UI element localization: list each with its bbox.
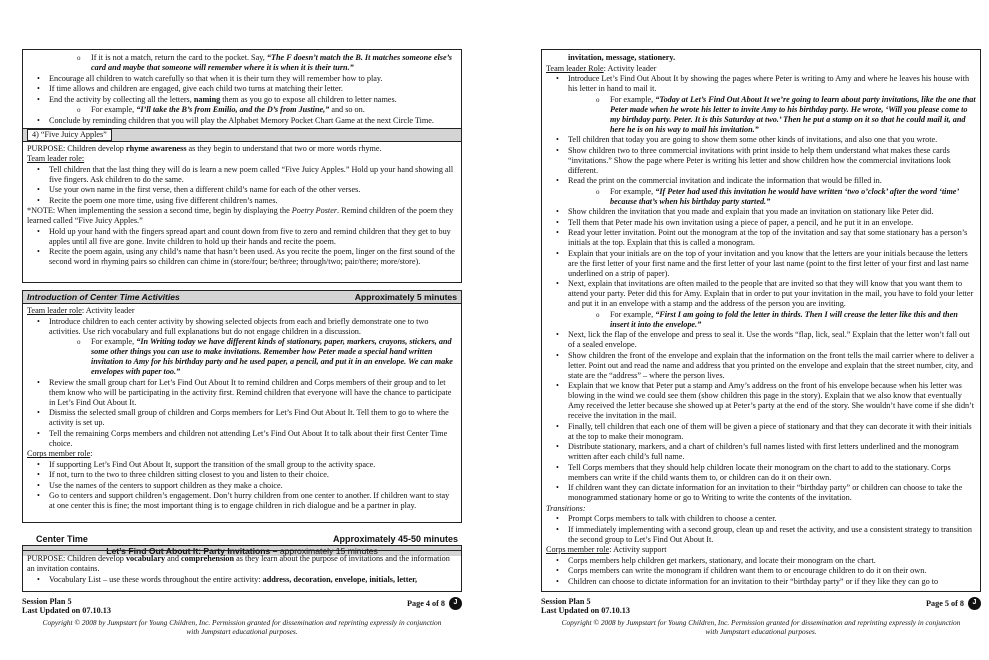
section-header	[23, 291, 461, 304]
list-item: • Finally, tell children that each one of them will be given a piece of stationary and that they can decorate it with their initials at the top to make their monogram.	[546, 422, 976, 442]
team-leader-role-label: Team leader role:	[27, 154, 85, 163]
list-item: • Vocabulary List – use these words throughout the entire activity: address, decoration, envelope, initials, letter,	[27, 575, 457, 585]
jumpstart-logo-icon: J	[449, 597, 462, 610]
list-item: • Encourage all children to watch carefully so that when it is their turn they will remember how to play.	[27, 74, 457, 84]
team-leader-role-label: Team leader Role: Activity leader	[546, 63, 657, 73]
lfo-section-start	[22, 550, 462, 592]
center-time-heading	[22, 534, 462, 545]
vocab-continued: invitation, message, stationery.	[568, 53, 676, 62]
corps-member-role-label: Corps member role: Activity support	[546, 545, 667, 554]
copyright-text: Copyright © 2008 by Jumpstart for Young Children, Inc. Permission granted for dissemination and reprinting expressly in conjunction with Jumpstart educational purposes.	[42, 617, 442, 636]
list-item: • Prompt Corps members to talk with children to choose a center.	[546, 514, 976, 524]
section-title: Introduction of Center Time Activities	[27, 292, 180, 302]
list-item: o For example, “I’ll take the B’s from Emilio, and the D’s from Justine,” and so on.	[27, 105, 457, 115]
list-item: o For example, “If Peter had used this invitation he would have written ‘two o’clock’ after the word ‘time’ because that’s when his birthday party started.”	[546, 187, 976, 207]
lfo-heading: Let’s Find Out About It: Party Invitations – approximately 15 minutes	[22, 545, 462, 556]
transitions-label: Transitions:	[546, 503, 586, 513]
list-item: • Introduce children to each center activity by showing selected objects from each and briefly demonstrate one to two activities. Use rich vocabulary and full explanations but do not engage children in a discussion.	[27, 317, 457, 337]
list-item: • Read the print on the commercial invitation and indicate the information that would be filled in.	[546, 176, 976, 186]
alphabet-memory-section	[22, 49, 462, 283]
lfo-section-continued	[541, 49, 981, 592]
list-item: • Recite the poem again, using any child’s name that hasn’t been used. As you recite the poem, linger on the first sound of the second word in rhyming pairs so children can chime in (store/four; be/three; through/two; pair/there; more/store).	[27, 247, 457, 267]
list-item: • Corps members can write the monogram if children want them to or encourage children to do it on their own.	[546, 566, 976, 576]
list-item: • Introduce Let’s Find Out About It by showing the pages where Peter is writing to Amy and where he leaves his house with his letter in hand to mail it.	[546, 74, 976, 94]
list-item: • If supporting Let’s Find Out About It, support the transition of the small group to the activity space.	[27, 460, 457, 470]
list-item: • Explain that your initials are on the top of your invitation and you know that the letters are your initials because the letters are the first letter of your first name and the first letter of your last name (point to the first letter of your first and last name underlined on a strip of paper).	[546, 249, 976, 279]
section-duration: Approximately 5 minutes	[354, 292, 457, 302]
list-item: • Next, lick the flap of the envelope and press to seal it. Use the words “flap, lick, seal.” Explain that the letter won’t fall out of a sealed envelope.	[546, 330, 976, 350]
list-item: • Hold up your hand with the fingers spread apart and count down from five to zero and remind children that they get to buy apples until all five are gone. Invite children to hold up their hands and recite the poem.	[27, 227, 457, 247]
jumpstart-logo-icon: J	[968, 597, 981, 610]
list-item: • Children can choose to dictate information for an invitation to their “birthday party” or if they like they can go to	[546, 577, 976, 587]
last-updated-label: Last Updated on 07.10.13	[541, 606, 630, 616]
list-item: • Tell the remaining Corps members and children not attending Let’s Find Out About It to talk about their first Center Time choice.	[27, 429, 457, 449]
list-item: o For example, “Today at Let’s Find Out About It we’re going to learn about party invitations, like the one that Peter made when he wrote his letter to invite Amy to his birthday party. He wrote, ‘Will you please come to my birthday party. Peter. It is this Saturday at two.’ Then he put a stamp on it so that he could mail it, and here he is on his way to mail his invitation.”	[546, 95, 976, 135]
list-item: • Show children the invitation that you made and explain that you made an invitation on stationary like Peter did.	[546, 207, 976, 217]
list-item: • Recite the poem one more time, using five different children’s names.	[27, 196, 457, 206]
page-5	[541, 0, 985, 660]
list-item: • Dismiss the selected small group of children and Corps members for Let’s Find Out About It. Tell them to go to where the activity is set up.	[27, 408, 457, 428]
section-label-five-juicy-apples: 4) “Five Juicy Apples”	[23, 128, 461, 142]
list-item: • Show children the front of the envelope and explain that the information on the front tells the mail carrier where to deliver a letter. Point out and read the name and address that you printed on the envelope and explain that the street number, city, and state are the “address” – where the person lives.	[546, 351, 976, 381]
intro-center-time-section	[22, 290, 462, 523]
page-footer	[541, 597, 981, 637]
note-text: *NOTE: When implementing the session a second time, begin by displaying the Poetry Poster. Remind children of the poem they learned called “Five Juicy Apples.”	[27, 206, 454, 225]
list-item: • If time allows and children are engaged, give each child two turns at matching their letter.	[27, 84, 457, 94]
list-item: • End the activity by collecting all the letters, naming them as you go to expose all children to letter names.	[27, 95, 457, 105]
list-item: o For example, “First I am going to fold the letter in thirds. Then I will crease the letter like this and then insert it into the envelope.”	[546, 310, 976, 330]
list-item: • Corps members help children get markers, stationary, and locate their monogram on the chart.	[546, 556, 976, 566]
list-item: • If children want they can dictate information for an invitation to their “birthday party” or children can choose to take the monogrammed stationary home or go to Writing to write the contents of the invitation.	[546, 483, 976, 503]
list-item: • Conclude by reminding children that you will play the Alphabet Memory Pocket Chart Game at the next Circle Time.	[27, 116, 457, 126]
list-item: • Explain that we know that Peter put a stamp and Amy’s address on the front of his envelope because when his letter was blowing in the wind we could see them (show children this page in the story). Explain that we also know that eventually Amy received the letter because she showed up at Peter’s party at the end of the story. She wouldn’t have come if she didn’t receive the invitation in the mail.	[546, 381, 976, 421]
center-time-duration: Approximately 45-50 minutes	[332, 534, 458, 544]
last-updated-label: Last Updated on 07.10.13	[22, 606, 111, 616]
page-number: Page 4 of 8	[407, 598, 445, 608]
list-item: o If it is not a match, return the card to the pocket. Say, “The F doesn’t match the B. It matches someone else’s card and maybe that someone will remember where it is when it is their turn.”	[27, 53, 457, 73]
list-item: o For example, “In Writing today we have different kinds of stationary, paper, markers, crayons, stickers, and some other things you can use to make invitations. Remember how Peter made a special hand written invitation to Amy for his birthday party and he used paper, a pencil, and put it in an envelope. We can make envelopes with paper too.”	[27, 337, 457, 377]
session-plan-label: Session Plan 5	[22, 597, 72, 606]
list-item: • Next, explain that invitations are often mailed to the people that are invited so that they will know that you want them to attend your party. Peter did this for Amy. Explain that in order to put your invitation in the mail, you have to fold your letter and put it in an envelope with a stamp and the address of the person you are inviting.	[546, 279, 976, 309]
list-item: • Distribute stationary, markers, and a chart of children’s full names listed with first letters underlined and the monogram written after each child’s full name.	[546, 442, 976, 462]
list-item: • Tell Corps members that they should help children locate their monogram on the chart to add to the stationary. Corps members can write if the child wants them to, or children can do it on their own.	[546, 463, 976, 483]
list-item: • Read your letter invitation. Point out the monogram at the top of the invitation and say that some stationary has a person’s initials at the top. Explain that this is called a monogram.	[546, 228, 976, 248]
copyright-text: Copyright © 2008 by Jumpstart for Young Children, Inc. Permission granted for dissemination and reprinting expressly in conjunction with Jumpstart educational purposes.	[561, 617, 961, 636]
purpose-text: PURPOSE: Children develop rhyme awareness as they begin to understand that two or more words rhyme.	[27, 143, 382, 153]
list-item: • If not, turn to the two to three children sitting closest to you and listen to their choice.	[27, 470, 457, 480]
purpose-text: PURPOSE: Children develop vocabulary and comprehension as they learn about the purpose of invitations and the information an invitation contains.	[27, 554, 450, 573]
list-item: • Use your own name in the first verse, then a different child’s name for each of the other verses.	[27, 185, 457, 195]
page-4	[22, 0, 466, 660]
list-item: • Tell children that today you are going to show them some other kinds of invitations, and also one that you wrote.	[546, 135, 976, 145]
page-footer	[22, 597, 462, 637]
session-plan-label: Session Plan 5	[541, 597, 591, 606]
list-item: • Show children two to three commercial invitations with print inside to help them understand what makes these cards “invitations.” Show the page where Peter is writing his letter and show children how the commercial invitations look different.	[546, 146, 976, 176]
list-item: • Review the small group chart for Let’s Find Out About It to remind children and Corps members of their group and to let them know who will be participating in the activity first. Remind children that everyone will have the chance to participate in Let’s Find Out About It.	[27, 378, 457, 408]
list-item: • If immediately implementing with a second group, clean up and reset the activity, and use a consistent strategy to transition the second group to Let’s Find Out About It.	[546, 525, 976, 545]
team-leader-role-label: Team leader role: Activity leader	[27, 306, 135, 316]
list-item: • Go to centers and support children’s engagement. Don’t hurry children from one center to another. If children want to stay at one center this is fine; the most important thing is to engage children in rich dialogue and be a partner in play.	[27, 491, 457, 511]
corps-member-role-label: Corps member role:	[27, 449, 93, 459]
center-time-title: Center Time	[36, 534, 88, 544]
list-item: • Use the names of the centers to support children as they make a choice.	[27, 481, 457, 491]
list-item: • Tell them that Peter made his own invitation using a piece of paper, a pencil, and he put it in an envelope.	[546, 218, 976, 228]
page-number: Page 5 of 8	[926, 598, 964, 608]
list-item: • Tell children that the last thing they will do is learn a new poem called “Five Juicy Apples.” Hold up your hand showing all five fingers. Ask children to do the same.	[27, 165, 457, 185]
